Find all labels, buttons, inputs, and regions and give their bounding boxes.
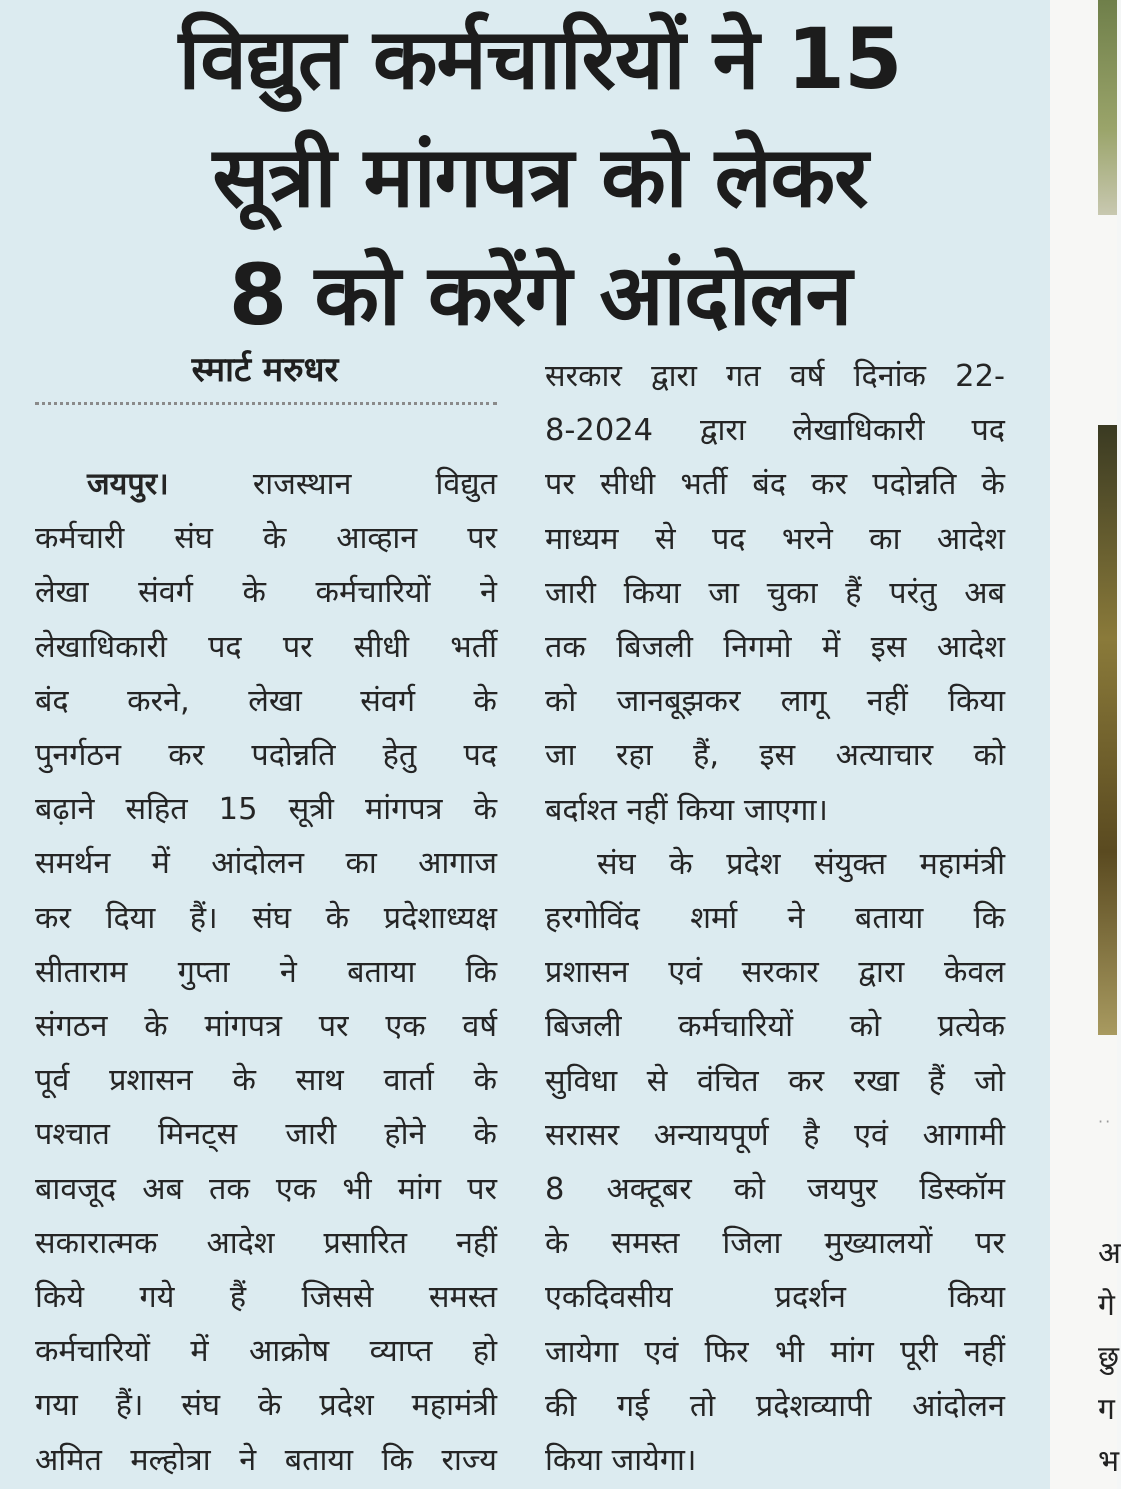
text-line: एकदिवसीय प्रदर्शन किया <box>545 1280 1005 1316</box>
fragment: भ <box>1098 1444 1120 1479</box>
text-line: बिजली कर्मचारियों को प्रत्येक <box>545 1009 1005 1045</box>
text-line: पूर्व प्रशासन के साथ वार्ता के <box>35 1063 497 1099</box>
text-line: गया हैं। संघ के प्रदेश महामंत्री <box>35 1388 497 1424</box>
headline-line: सूत्री मांगपत्र को लेकर <box>212 128 868 226</box>
text-line: किया जायेगा। <box>545 1443 697 1479</box>
adjacent-photo-top <box>1098 0 1117 215</box>
article-column-2 <box>545 350 1005 1488</box>
text-line: सुविधा से वंचित कर रखा हैं जो <box>545 1063 1005 1099</box>
text-line: के समस्त जिला मुख्यालयों पर <box>545 1226 1005 1262</box>
byline: स्मार्ट मरुधर <box>191 350 339 390</box>
text-line: कर्मचारियों में आक्रोष व्याप्त हो <box>35 1334 497 1370</box>
adjacent-photo-middle <box>1098 425 1117 1035</box>
text-line: जा रहा हैं, इस अत्याचार को <box>545 738 1005 774</box>
text-line: संगठन के मांगपत्र पर एक वर्ष <box>35 1009 497 1045</box>
fragment: ग <box>1098 1392 1115 1427</box>
fragment: गे <box>1098 1288 1115 1323</box>
text-line: की गई तो प्रदेशव्यापी आंदोलन <box>545 1388 1005 1424</box>
text-line: जायेगा एवं फिर भी मांग पूरी नहीं <box>545 1334 1005 1370</box>
text-line: प्रशासन एवं सरकार द्वारा केवल <box>545 955 1005 991</box>
text-line: कर दिया हैं। संघ के प्रदेशाध्यक्ष <box>35 900 497 936</box>
text-line: सरकार द्वारा गत वर्ष दिनांक 22- <box>545 359 1005 394</box>
text-line: माध्यम से पद भरने का आदेश <box>545 521 1005 557</box>
text-line: सीताराम गुप्ता ने बताया कि <box>35 954 497 990</box>
text-line: तक बिजली निगमो में इस आदेश <box>545 630 1005 666</box>
headline-line: 8 को करेंगे आंदोलन <box>228 246 852 344</box>
text-line-content: राजस्थान विद्युत <box>252 467 497 502</box>
text-line: सरासर अन्यायपूर्ण है एवं आगामी <box>545 1117 1005 1153</box>
text-line: सकारात्मक आदेश प्रसारित नहीं <box>35 1225 497 1261</box>
byline-divider <box>35 402 497 405</box>
text-line: लेखा संवर्ग के कर्मचारियों ने <box>35 575 497 611</box>
text-line: समर्थन में आंदोलन का आगाज <box>35 846 497 882</box>
fragment: अ <box>1098 1236 1121 1271</box>
text-line: कर्मचारी संघ के आव्हान पर <box>35 521 497 557</box>
text-line: लेखाधिकारी पद पर सीधी भर्ती <box>35 629 497 665</box>
headline-line: विद्युत कर्मचारियों ने 15 <box>178 10 902 108</box>
fragment: छु <box>1098 1340 1120 1375</box>
text-line: पर सीधी भर्ती बंद कर पदोन्नति के <box>545 467 1005 503</box>
adjacent-dotted-rule: ·· <box>1098 1112 1113 1131</box>
text-line: पुनर्गठन कर पदोन्नति हेतु पद <box>35 738 497 774</box>
text-line: संघ के प्रदेश संयुक्त महामंत्री <box>597 846 1005 882</box>
text-line: जारी किया जा चुका हैं परंतु अब <box>545 575 1005 611</box>
text-line: अमित मल्होत्रा ने बताया कि राज्य <box>35 1442 497 1478</box>
headline <box>30 0 1050 354</box>
text-line: को जानबूझकर लागू नहीं किया <box>545 684 1005 720</box>
text-line: किये गये हैं जिससे समस्त <box>35 1280 497 1316</box>
article-column-1 <box>35 458 497 1488</box>
text-line: हरगोविंद शर्मा ने बताया कि <box>545 901 1005 937</box>
dateline: जयपुर। <box>87 467 169 502</box>
text-line: बंद करने, लेखा संवर्ग के <box>35 683 497 719</box>
text-line: बावजूद अब तक एक भी मांग पर <box>35 1171 497 1207</box>
adjacent-column-fragments <box>1098 1228 1121 1488</box>
text-line: 8-2024 द्वारा लेखाधिकारी पद <box>545 413 1005 449</box>
text-line <box>35 458 497 512</box>
text-line: बढ़ाने सहित 15 सूत्री मांगपत्र के <box>35 792 497 828</box>
text-line: बर्दाश्त नहीं किया जाएगा। <box>545 792 828 828</box>
text-line: 8 अक्टूबर को जयपुर डिस्कॉम <box>545 1172 1005 1208</box>
text-line: पश्चात मिनट्स जारी होने के <box>35 1117 497 1153</box>
